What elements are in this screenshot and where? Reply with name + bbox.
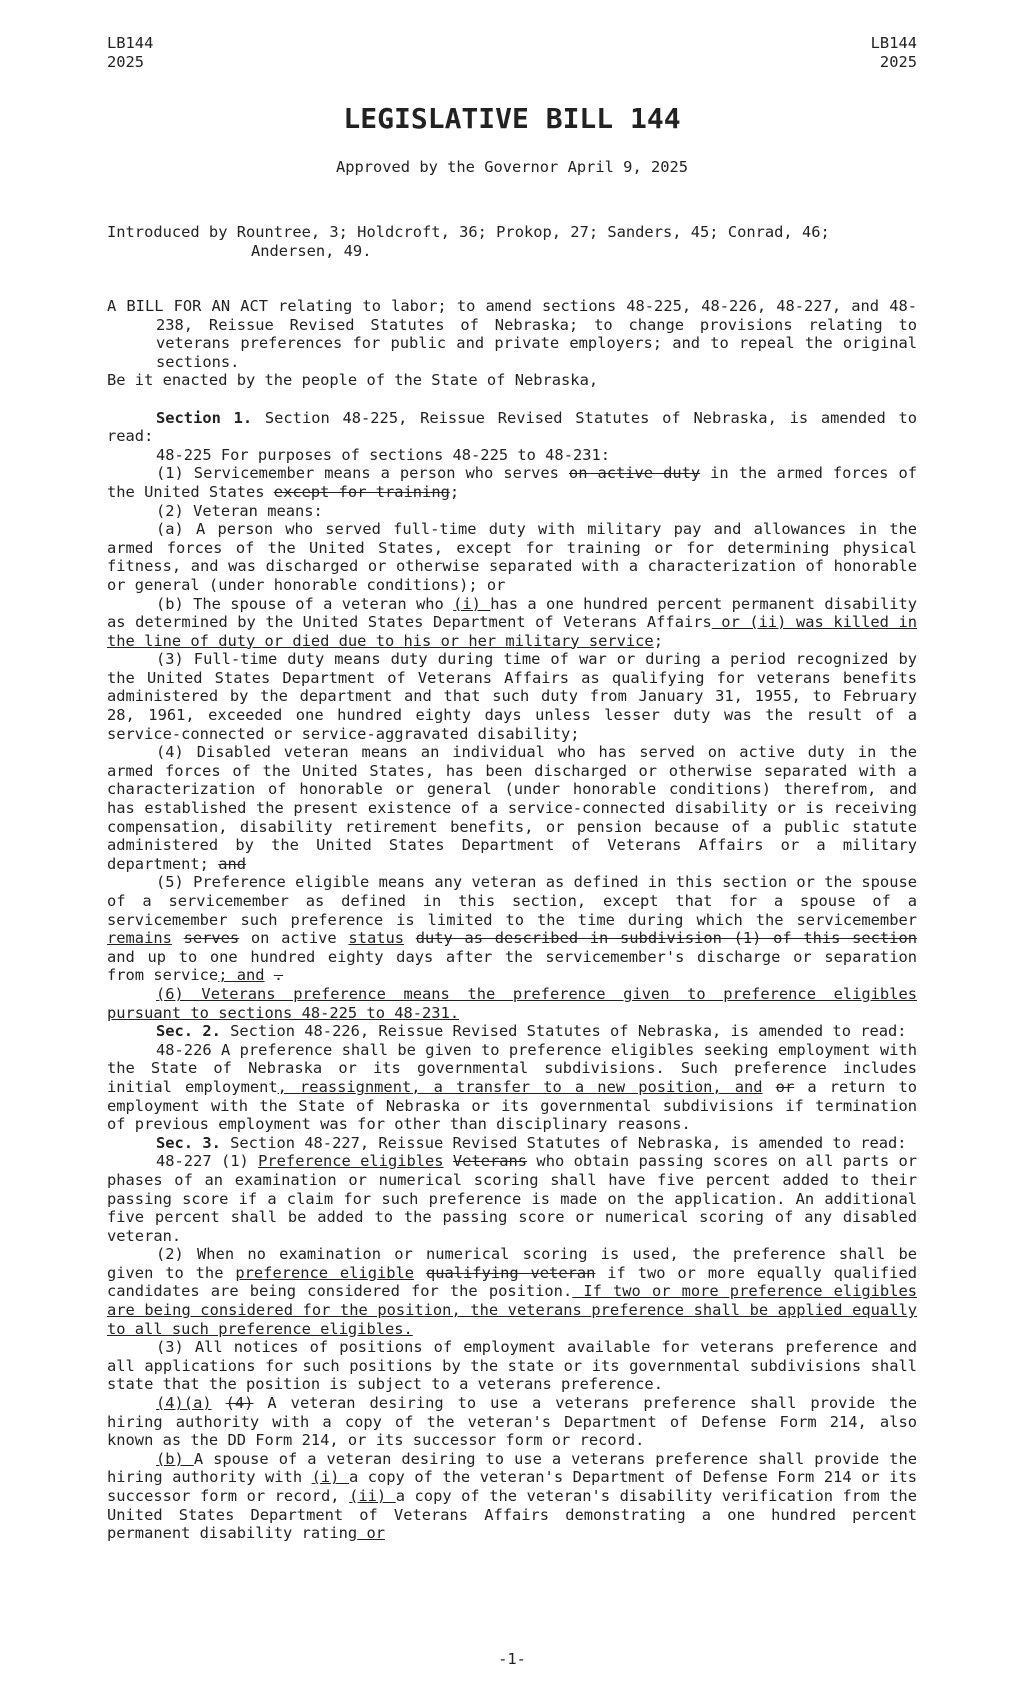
- header-year: 2025: [879, 53, 917, 71]
- inserted-text: If two or more preference eligibles are being considered for the position, the veterans preference shall be applied equally to all such preference eligibles.: [107, 1282, 917, 1338]
- inserted-text: preference eligible: [235, 1263, 415, 1282]
- introduced-line: Andersen, 49.: [251, 241, 372, 260]
- inserted-text: (i): [453, 594, 491, 613]
- definition-1: (1) Servicemember means a person who serves on active duty in the armed forces of the United States except for training;: [107, 464, 917, 501]
- struck-text: Veterans: [452, 1152, 528, 1171]
- definition-2b: (b) The spouse of a veteran who (i) has a one hundred percent permanent disability as determined by the United States Department of Veterans Affairs or (ii) was killed in the line of duty or died due to his or her military service;: [107, 594, 918, 650]
- header-left: [107, 34, 153, 72]
- section-3-para-1: 48-227 (1) Preference eligibles Veterans who obtain passing scores on all parts or phases of an examination or numerical scoring shall have five percent added to their passing score if a claim for such preference is made on the application. An additional five percent shall be added to the passing score or numerical scoring of any disabled veteran.: [107, 1152, 917, 1245]
- header-right: [871, 34, 917, 72]
- section-heading: Sec. 2.: [156, 1022, 221, 1041]
- inserted-text: ; and: [218, 966, 265, 985]
- introduced-by: [107, 223, 917, 260]
- approval-line: Approved by the Governor April 9, 2025: [335, 158, 689, 176]
- section-3-para-4a: (4)(a) (4) A veteran desiring to use a veterans preference shall provide the hiring authority with a copy of the veteran's Department of Defense Form 214, also known as the DD Form 214, or its successor form or record.: [107, 1394, 917, 1450]
- bill-body: [107, 297, 917, 1543]
- header-bill-number: LB144: [107, 34, 154, 52]
- definition-4: (4) Disabled veteran means an individual who has served on active duty in the armed forces of the United States, has been discharged or otherwise separated with a characterization of honorable or general (under honorable conditions) therefrom, and has established the present existence of a service-connected disability or is receiving compensation, disability retirement benefits, or pension because of a public statute administered by the United States Department of Veterans Affairs or a military department; and: [107, 743, 917, 873]
- section-3-para-4b: (b) A spouse of a veteran desiring to use a veterans preference shall provide the hiring authority with (i) a copy of the veteran's Department of Defense Form 214 or its successor form or record, (ii) a copy of the veteran's disability verification from the United States Department of Veterans Affairs demonstrating a one hundred percent permanent disability rating or: [107, 1449, 917, 1543]
- definition-2: (2) Veteran means:: [156, 501, 323, 520]
- section-heading: Section 1.: [156, 408, 253, 427]
- struck-text: duty as described in subdivision (1) of this section: [415, 929, 917, 948]
- inserted-text: or: [357, 1524, 385, 1543]
- section-purposes: 48-225 For purposes of sections 48-225 to 48-231:: [156, 445, 611, 464]
- section-heading: Sec. 3.: [156, 1133, 221, 1152]
- bill-for-an-act: A BILL FOR AN ACT relating to labor; to amend sections 48-225, 48-226, 48-227, and 48-238, Reissue Revised Statutes of Nebraska; to change provisions relating to veterans preferences for public and private employers; and to repeal the original sections.: [107, 297, 917, 371]
- struck-text: except for training: [273, 482, 450, 501]
- header-year: 2025: [107, 53, 145, 71]
- inserted-text: (i): [311, 1468, 349, 1487]
- section-3-para-2: (2) When no examination or numerical scoring is used, the preference shall be given to the preference eligible qualifying veteran if two or more equally qualified candidates are being considered for the position. If two or more preference eligibles are being considered for the position, the veterans preference shall be applied equally to all such preference eligibles.: [107, 1245, 917, 1338]
- struck-text: qualifying veteran: [425, 1263, 596, 1282]
- struck-text: and: [218, 854, 247, 873]
- section-2-text: 48-226 A preference shall be given to preference eligibles seeking employment with the State of Nebraska or its governmental subdivisions. Such preference includes initial employment, reassignment, a transfer to a new position, and or a return to employment with the State of Nebraska or its governmental subdivisions if termination of previous employment was for other than disciplinary reasons.: [107, 1040, 917, 1134]
- inserted-text: status: [348, 929, 405, 948]
- struck-text: serves: [183, 929, 240, 948]
- inserted-text: remains: [107, 929, 172, 948]
- section-1-intro: Section 1. Section 48-225, Reissue Revised Statutes of Nebraska, is amended to read:: [107, 408, 917, 446]
- section-3-intro: Sec. 3. Section 48-227, Reissue Revised Statutes of Nebraska, is amended to read:: [156, 1133, 907, 1152]
- page-number: -1-: [498, 1650, 526, 1668]
- inserted-text: (6) Veterans preference means the preference given to preference eligibles pursuant to sections 48-225 to 48-231.: [107, 984, 917, 1022]
- inserted-text: (b): [156, 1449, 194, 1468]
- inserted-text: (4)(a): [156, 1394, 212, 1413]
- inserted-text: Preference eligibles: [258, 1152, 444, 1171]
- struck-text: or: [775, 1077, 795, 1096]
- definition-6: [107, 985, 917, 1022]
- header-bill-number: LB144: [870, 34, 917, 52]
- struck-text: .: [273, 966, 284, 985]
- bill-title: LEGISLATIVE BILL 144: [343, 102, 681, 135]
- struck-text: (4): [225, 1394, 254, 1413]
- enacting-clause: Be it enacted by the people of the State of Nebraska,: [107, 371, 599, 390]
- definition-3: (3) Full-time duty means duty during time of war or during a period recognized by the United States Department of Veterans Affairs as qualifying for veterans benefits administered by the department and that such duty from January 31, 1955, to February 28, 1961, exceeded one hundred eighty days unless lesser duty was the result of a service-connected or service-aggravated disability;: [107, 650, 917, 743]
- struck-text: on active duty: [568, 464, 701, 483]
- introduced-line: Introduced by Rountree, 3; Holdcroft, 36; Prokop, 27; Sanders, 45; Conrad, 46;: [107, 223, 830, 241]
- section-3-para-3: (3) All notices of positions of employment available for veterans preference and all applications for such positions by the state or its governmental subdivisions shall state that the position is subject to a veterans preference.: [107, 1338, 917, 1394]
- inserted-text: or (ii) was killed in the line of duty or died due to his or her military service: [107, 613, 917, 650]
- definition-2a: (a) A person who served full-time duty with military pay and allowances in the armed forces of the United States, except for training or for determining physical fitness, and was discharged or otherwise separated with a characterization of honorable or general (under honorable conditions); or: [107, 520, 917, 594]
- inserted-text: (ii): [349, 1487, 396, 1505]
- definition-5: (5) Preference eligible means any veteran as defined in this section or the spouse of a servicemember as defined in this section, except that for a spouse of a servicemember such preference is limited to the time during which the servicemember remains serves on active status duty as described in subdivision (1) of this section and up to one hundred eighty days after the servicemember's discharge or separation from service; and .: [107, 873, 917, 985]
- inserted-text: , reassignment, a transfer to a new position, and: [277, 1077, 763, 1096]
- section-2-intro: Sec. 2. Section 48-226, Reissue Revised Statutes of Nebraska, is amended to read:: [156, 1022, 907, 1041]
